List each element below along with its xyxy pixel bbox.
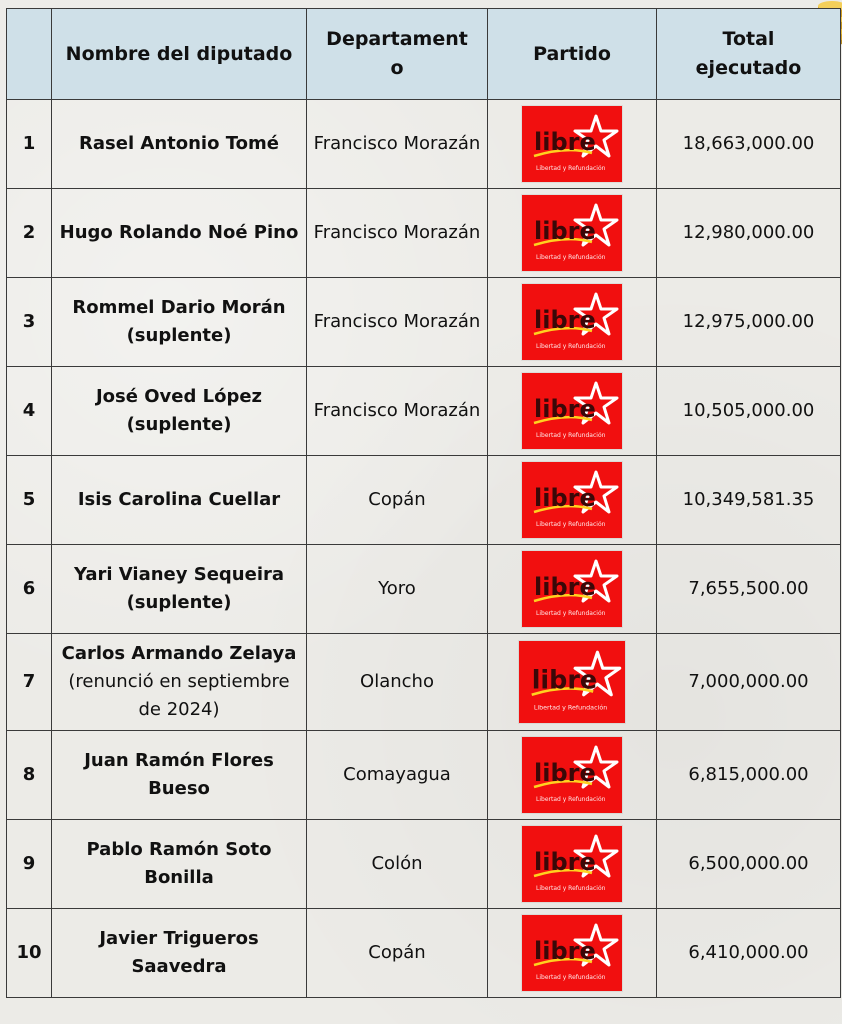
total-executed: 6,815,000.00: [657, 731, 841, 820]
libre-logo-tagline: Libertad y Refundación: [536, 974, 606, 981]
department: Francisco Morazán: [307, 367, 488, 456]
libre-party-logo: [522, 915, 622, 991]
libre-party-logo: [522, 195, 622, 271]
libre-logo-tagline: Libertad y Refundación: [536, 254, 606, 261]
deputy-name-text: Hugo Rolando Noé Pino: [59, 222, 299, 243]
deputies-table: [6, 8, 841, 998]
deputy-name-text: Juan Ramón Flores Bueso: [84, 750, 274, 799]
libre-logo-word: libre: [534, 848, 596, 876]
party-cell: [488, 189, 657, 278]
total-executed: 18,663,000.00: [657, 100, 841, 189]
header-party: Partido: [488, 9, 657, 100]
row-number: 10: [7, 909, 52, 998]
libre-logo-word: libre: [534, 759, 596, 787]
libre-party-logo: [522, 551, 622, 627]
row-number: 4: [7, 367, 52, 456]
party-cell: [488, 634, 657, 731]
libre-logo-word: libre: [534, 484, 596, 512]
deputy-name: [52, 278, 307, 367]
libre-logo-tagline: Libertad y Refundación: [536, 610, 606, 617]
total-executed: 10,349,581.35: [657, 456, 841, 545]
table-row: [7, 909, 841, 998]
table-header-row: [7, 9, 841, 100]
table-row: [7, 189, 841, 278]
total-executed: 12,975,000.00: [657, 278, 841, 367]
party-cell: [488, 100, 657, 189]
libre-party-logo: [522, 106, 622, 182]
libre-party-logo: [522, 737, 622, 813]
header-name: Nombre del diputado: [52, 9, 307, 100]
department: Colón: [307, 820, 488, 909]
libre-logo-graphic: [522, 551, 622, 627]
libre-logo-tagline: Libertad y Refundación: [536, 343, 606, 350]
libre-logo-word: libre: [531, 664, 598, 695]
libre-logo-graphic: [522, 826, 622, 902]
libre-logo-graphic: [522, 106, 622, 182]
department: Copán: [307, 456, 488, 545]
row-number: 3: [7, 278, 52, 367]
department: Francisco Morazán: [307, 189, 488, 278]
table-row: [7, 367, 841, 456]
libre-logo-graphic: [519, 641, 625, 723]
libre-logo-tagline: Libertad y Refundación: [536, 796, 606, 803]
deputy-name-text: Pablo Ramón Soto Bonilla: [86, 839, 272, 888]
libre-logo-tagline: Libertad y Refundación: [536, 432, 606, 439]
libre-logo-word: libre: [534, 217, 596, 245]
row-number: 8: [7, 731, 52, 820]
libre-logo-tagline: Libertad y Refundación: [536, 521, 606, 528]
libre-party-logo: [522, 826, 622, 902]
table-row: [7, 820, 841, 909]
deputy-name: [52, 634, 307, 731]
table-row: [7, 456, 841, 545]
header-total-line2: ejecutado: [695, 57, 802, 79]
header-total: [657, 9, 841, 100]
total-executed: 7,000,000.00: [657, 634, 841, 731]
row-number: 2: [7, 189, 52, 278]
total-executed: 12,980,000.00: [657, 189, 841, 278]
deputy-name-text: Rommel Dario Morán (suplente): [72, 297, 286, 346]
deputy-note: (renunció en septiembre de 2024): [68, 671, 290, 720]
deputy-name-text: Carlos Armando Zelaya: [61, 643, 297, 664]
header-department-line1: Departament: [326, 28, 468, 50]
department: Olancho: [307, 634, 488, 731]
row-number: 5: [7, 456, 52, 545]
deputy-name-text: José Oved López (suplente): [95, 386, 263, 435]
libre-logo-word: libre: [534, 573, 596, 601]
department: Francisco Morazán: [307, 100, 488, 189]
libre-logo-graphic: [522, 462, 622, 538]
row-number: 7: [7, 634, 52, 731]
deputy-name: [52, 731, 307, 820]
deputy-name-text: Javier Trigueros Saavedra: [99, 928, 259, 977]
row-number: 9: [7, 820, 52, 909]
party-cell: [488, 278, 657, 367]
libre-logo-word: libre: [534, 128, 596, 156]
libre-party-logo: [522, 373, 622, 449]
header-department: [307, 9, 488, 100]
department: Francisco Morazán: [307, 278, 488, 367]
deputy-name: [52, 545, 307, 634]
total-executed: 7,655,500.00: [657, 545, 841, 634]
total-executed: 10,505,000.00: [657, 367, 841, 456]
table-row: [7, 731, 841, 820]
row-number: 6: [7, 545, 52, 634]
deputy-name-text: Yari Vianey Sequeira (suplente): [73, 564, 285, 613]
deputy-name: [52, 820, 307, 909]
deputy-name: [52, 367, 307, 456]
row-number: 1: [7, 100, 52, 189]
header-department-line2: o: [390, 57, 404, 79]
party-cell: [488, 456, 657, 545]
party-cell: [488, 545, 657, 634]
department: Comayagua: [307, 731, 488, 820]
libre-logo-graphic: [522, 195, 622, 271]
department: Copán: [307, 909, 488, 998]
libre-party-logo: [522, 462, 622, 538]
table-row: [7, 545, 841, 634]
libre-logo-word: libre: [534, 395, 596, 423]
libre-party-logo: [519, 641, 625, 723]
libre-logo-tagline: Libertad y Refundación: [536, 885, 606, 892]
libre-party-logo: [522, 284, 622, 360]
deputy-name: [52, 100, 307, 189]
libre-logo-tagline: Libertad y Refundación: [536, 165, 606, 172]
libre-logo-word: libre: [534, 937, 596, 965]
total-executed: 6,500,000.00: [657, 820, 841, 909]
libre-logo-graphic: [522, 373, 622, 449]
header-number: [7, 9, 52, 100]
libre-logo-graphic: [522, 737, 622, 813]
deputy-name: [52, 909, 307, 998]
party-cell: [488, 909, 657, 998]
libre-logo-word: libre: [534, 306, 596, 334]
deputy-name: [52, 189, 307, 278]
department: Yoro: [307, 545, 488, 634]
party-cell: [488, 731, 657, 820]
deputy-name-text: Isis Carolina Cuellar: [77, 489, 281, 510]
deputy-name: [52, 456, 307, 545]
libre-logo-graphic: [522, 915, 622, 991]
table-row: [7, 634, 841, 731]
table-row: [7, 278, 841, 367]
party-cell: [488, 820, 657, 909]
libre-logo-tagline: Libertad y Refundación: [533, 704, 608, 712]
party-cell: [488, 367, 657, 456]
table-row: [7, 100, 841, 189]
header-total-line1: Total: [722, 28, 775, 50]
deputy-name-text: Rasel Antonio Tomé: [79, 133, 279, 154]
libre-logo-graphic: [522, 284, 622, 360]
total-executed: 6,410,000.00: [657, 909, 841, 998]
